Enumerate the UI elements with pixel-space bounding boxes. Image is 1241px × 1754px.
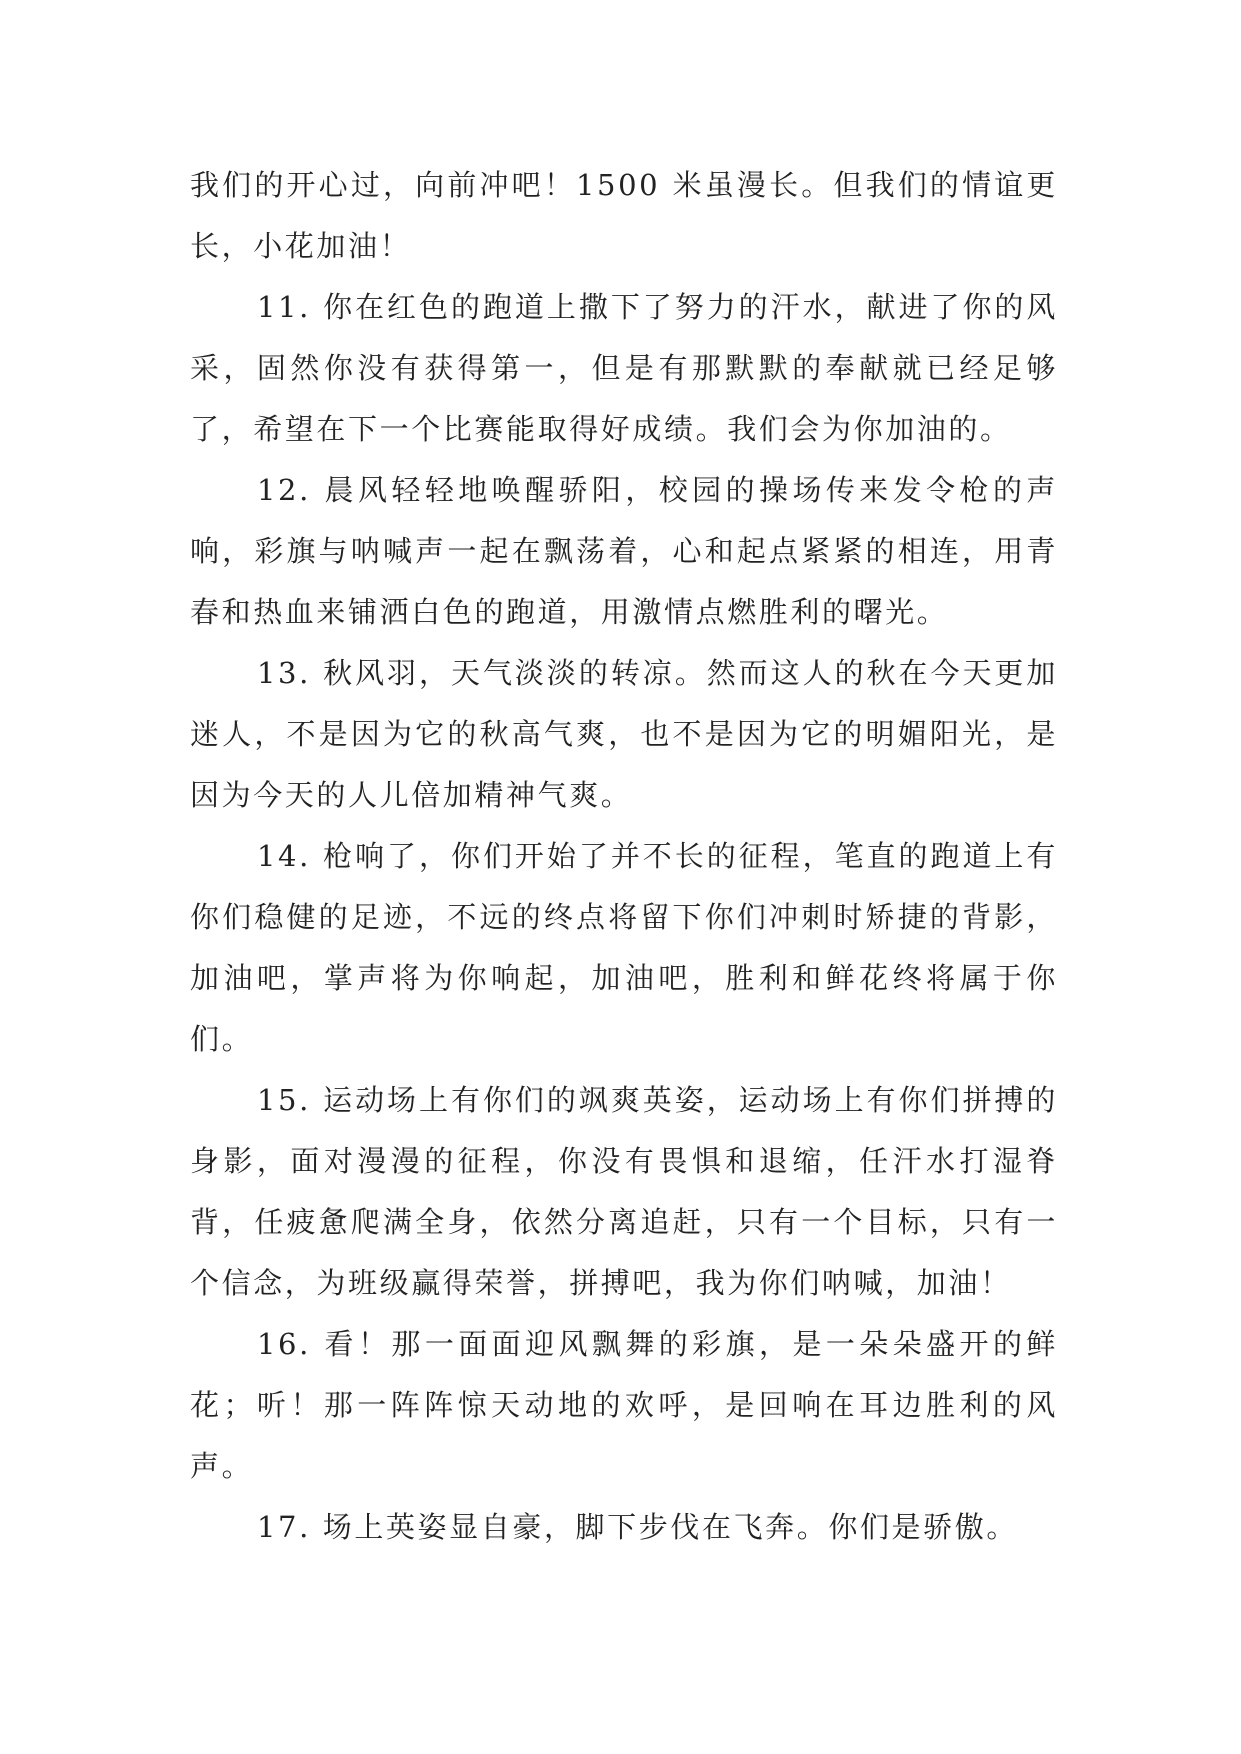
paragraph-item-13: 13. 秋风羽，天气淡淡的转凉。然而这人的秋在今天更加迷人，不是因为它的秋高气爽，也不是因为它的明媚阳光，是因为今天的人儿倍加精神气爽。 [190,656,1058,812]
document-body [190,155,1058,1558]
paragraph-item-11: 11. 你在红色的跑道上撒下了努力的汗水，献进了你的风采，固然你没有获得第一，但是有那默默的奉献就已经足够了，希望在下一个比赛能取得好成绩。我们会为你加油的。 [190,290,1058,446]
paragraph-item-12: 12. 晨风轻轻地唤醒骄阳，校园的操场传来发令枪的声响，彩旗与呐喊声一起在飘荡着，心和起点紧紧的相连，用青春和热血来铺洒白色的跑道，用激情点燃胜利的曙光。 [190,473,1058,629]
paragraph-continuation: 我们的开心过，向前冲吧！1500 米虽漫长。但我们的情谊更长，小花加油！ [190,168,1058,263]
paragraph-item-16: 16. 看！那一面面迎风飘舞的彩旗，是一朵朵盛开的鲜花；听！那一阵阵惊天动地的欢呼，是回响在耳边胜利的风声。 [190,1327,1058,1483]
paragraph-item-14: 14. 枪响了，你们开始了并不长的征程，笔直的跑道上有你们稳健的足迹，不远的终点将留下你们冲刺时矫捷的背影，加油吧，掌声将为你响起，加油吧，胜利和鲜花终将属于你们。 [190,839,1058,1056]
paragraph-item-17: 17. 场上英姿显自豪，脚下步伐在飞奔。你们是骄傲。 [257,1510,1018,1544]
paragraph-item-15: 15. 运动场上有你们的飒爽英姿，运动场上有你们拼搏的身影，面对漫漫的征程，你没有畏惧和退缩，任汗水打湿脊背，任疲惫爬满全身，依然分离追赶，只有一个目标，只有一个信念，为班级赢得荣誉，拼搏吧，我为你们呐喊，加油！ [190,1083,1058,1300]
